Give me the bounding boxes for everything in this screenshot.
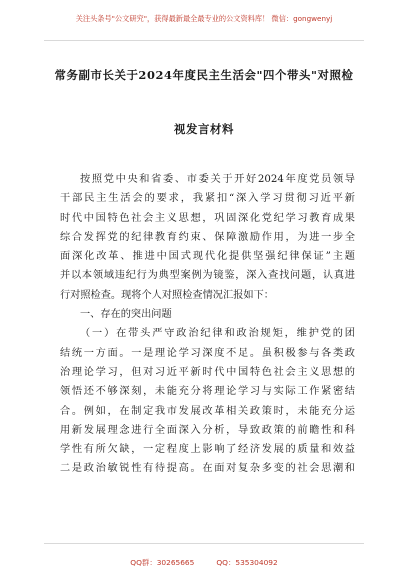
body-line: 领悟还不够深刻，未能充分将理论学习与实际工作紧密结 [60,386,355,398]
section-heading: 一、存在的突出问题 [80,309,172,321]
footer-divider [44,543,364,544]
body-line: 干部民主生活会的要求，我紧扣“深入学习贯彻习近平新 [60,193,355,205]
document-body [60,170,355,479]
body-line: 面深化改革、推进中国式现代化提供坚强纪律保证”主题 [60,251,355,263]
header-divider [44,40,364,41]
body-line: 学性有所欠缺，一定程度上影响了经济发展的质量和效益 [60,444,355,456]
body-line: 用新发展理念进行全面深入分析，导致政策的前瞻性和科 [60,424,355,436]
body-line: 结统一方面。一是理论学习深度不足。虽积极参与各类政 [60,347,355,359]
body-line: 合。例如，在制定我市发展改革相关政策时，未能充分运 [60,405,355,417]
body-line: 综合发挥党的纪律教育约束、保障激励作用，为进一步全 [60,231,355,243]
header-promo-text: 关注头条号"公文研究"，获得最新最全最专业的公文资料库！ 微信：gongwenyj [75,14,333,23]
body-line: 二是政治敏锐性有待提高。在面对复杂多变的社会思潮和 [60,463,355,475]
footer-qq-group: QQ群：30265665 [130,557,195,567]
body-line: 治理论学习，但对习近平新时代中国特色社会主义思想的 [60,366,355,378]
footer-qq-contact: QQ：535304092 [216,557,278,567]
body-line: 时代中国特色社会主义思想，巩固深化党纪学习教育成果 [60,212,355,224]
footer-banner [0,547,408,577]
body-line: 按照党中央和省委、市委关于开好2024年度党员领导 [80,174,355,185]
body-line: 并以本领域违纪行为典型案例为镜鉴，深入查找问题，认真进 [60,270,355,282]
document-title-line-2: 视发言材料 [174,122,234,136]
body-line: 行对照检查。现将个人对照检查情况汇报如下： [60,289,274,301]
header-banner [0,0,408,38]
document-title-line-1: 常务副市长关于2024年度民主生活会"四个带头"对照检 [54,68,354,82]
body-line: （一）在带头严守政治纪律和政治规矩，维护党的团 [80,328,355,340]
